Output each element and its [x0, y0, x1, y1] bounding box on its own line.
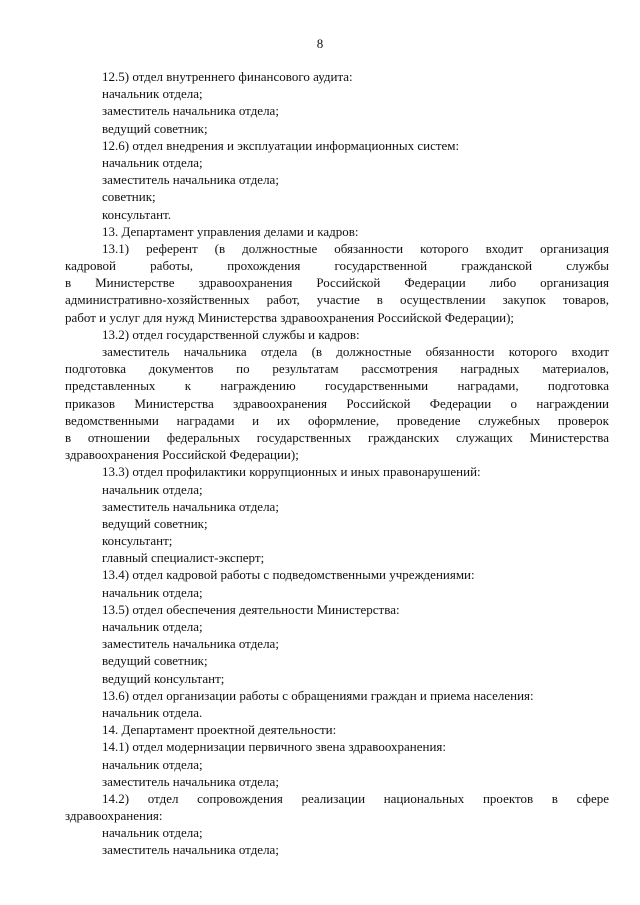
text-line: начальник отдела;: [102, 154, 203, 170]
text-line: 13.4) отдел кадровой работы с подведомственными учреждениями:: [102, 567, 475, 583]
text-line: в отношении федеральных государственных гражданских служащих Министерства: [65, 429, 609, 445]
text-line: представленных к награждению государственными наградами, подготовка: [65, 378, 609, 394]
text-line: начальник отдела;: [102, 584, 203, 600]
text-line: 14.1) отдел модернизации первичного звена здравоохранения:: [102, 739, 446, 755]
text-line: 13.6) отдел организации работы с обращениями граждан и приема населения:: [102, 687, 534, 703]
text-line: начальник отдела.: [102, 704, 203, 720]
text-line: здравоохранения:: [65, 808, 163, 824]
text-line: 13.3) отдел профилактики коррупционных и иных правонарушений:: [102, 464, 481, 480]
text-line: приказов Министерства здравоохранения Российской Федерации о награждении: [65, 395, 609, 411]
text-line: заместитель начальника отдела;: [102, 103, 279, 119]
text-line: 13. Департамент управления делами и кадров:: [102, 223, 359, 239]
text-line: консультант.: [102, 206, 172, 222]
text-line: начальник отдела;: [102, 481, 203, 497]
text-line: заместитель начальника отдела (в должностные обязанности которого входит: [102, 344, 609, 359]
text-line: кадровой работы, прохождения государственной гражданской службы: [65, 258, 609, 274]
text-line: 13.1) референт (в должностные обязанности которого входит организация: [102, 240, 609, 256]
text-line: ведущий советник;: [102, 120, 208, 136]
text-line: начальник отдела;: [102, 825, 203, 841]
text-line: 13.2) отдел государственной службы и кадров:: [102, 326, 360, 342]
text-line: 12.6) отдел внедрения и эксплуатации информационных систем:: [102, 137, 460, 153]
text-line: ведущий советник;: [102, 515, 208, 531]
text-line: 14. Департамент проектной деятельности:: [102, 722, 337, 738]
document-body: [65, 68, 609, 859]
text-line: советник;: [102, 189, 156, 205]
text-line: 12.5) отдел внутреннего финансового аудита:: [102, 69, 353, 84]
text-line: начальник отдела;: [102, 86, 203, 102]
text-line: ведомственными наградами и их оформление, проведение служебных проверок: [65, 412, 609, 428]
text-line: в Министерстве здравоохранения Российской Федерации либо организация: [65, 275, 609, 291]
text-line: ведущий консультант;: [102, 670, 225, 686]
text-line: заместитель начальника отдела;: [102, 636, 279, 652]
text-line: главный специалист-эксперт;: [102, 550, 265, 566]
text-line: ведущий советник;: [102, 653, 208, 669]
text-line: здравоохранения Российской Федерации);: [65, 447, 299, 463]
text-line: заместитель начальника отдела;: [102, 842, 279, 858]
text-line: работ и услуг для нужд Министерства здравоохранения Российской Федерации);: [65, 309, 515, 325]
text-line: заместитель начальника отдела;: [102, 498, 279, 514]
text-line: консультант;: [102, 533, 173, 549]
text-line: начальник отдела;: [102, 619, 203, 634]
text-line: заместитель начальника отдела;: [102, 773, 279, 789]
text-line: заместитель начальника отдела;: [102, 172, 279, 188]
text-line: начальник отдела;: [102, 756, 203, 772]
text-line: подготовка документов по результатам рассмотрения наградных материалов,: [65, 361, 609, 377]
page-number: 8: [316, 36, 324, 51]
text-line: 14.2) отдел сопровождения реализации национальных проектов в сфере: [102, 790, 609, 806]
text-line: 13.5) отдел обеспечения деятельности Министерства:: [102, 601, 400, 617]
text-line: административно-хозяйственных работ, участие в осуществлении закупок товаров,: [65, 292, 609, 308]
